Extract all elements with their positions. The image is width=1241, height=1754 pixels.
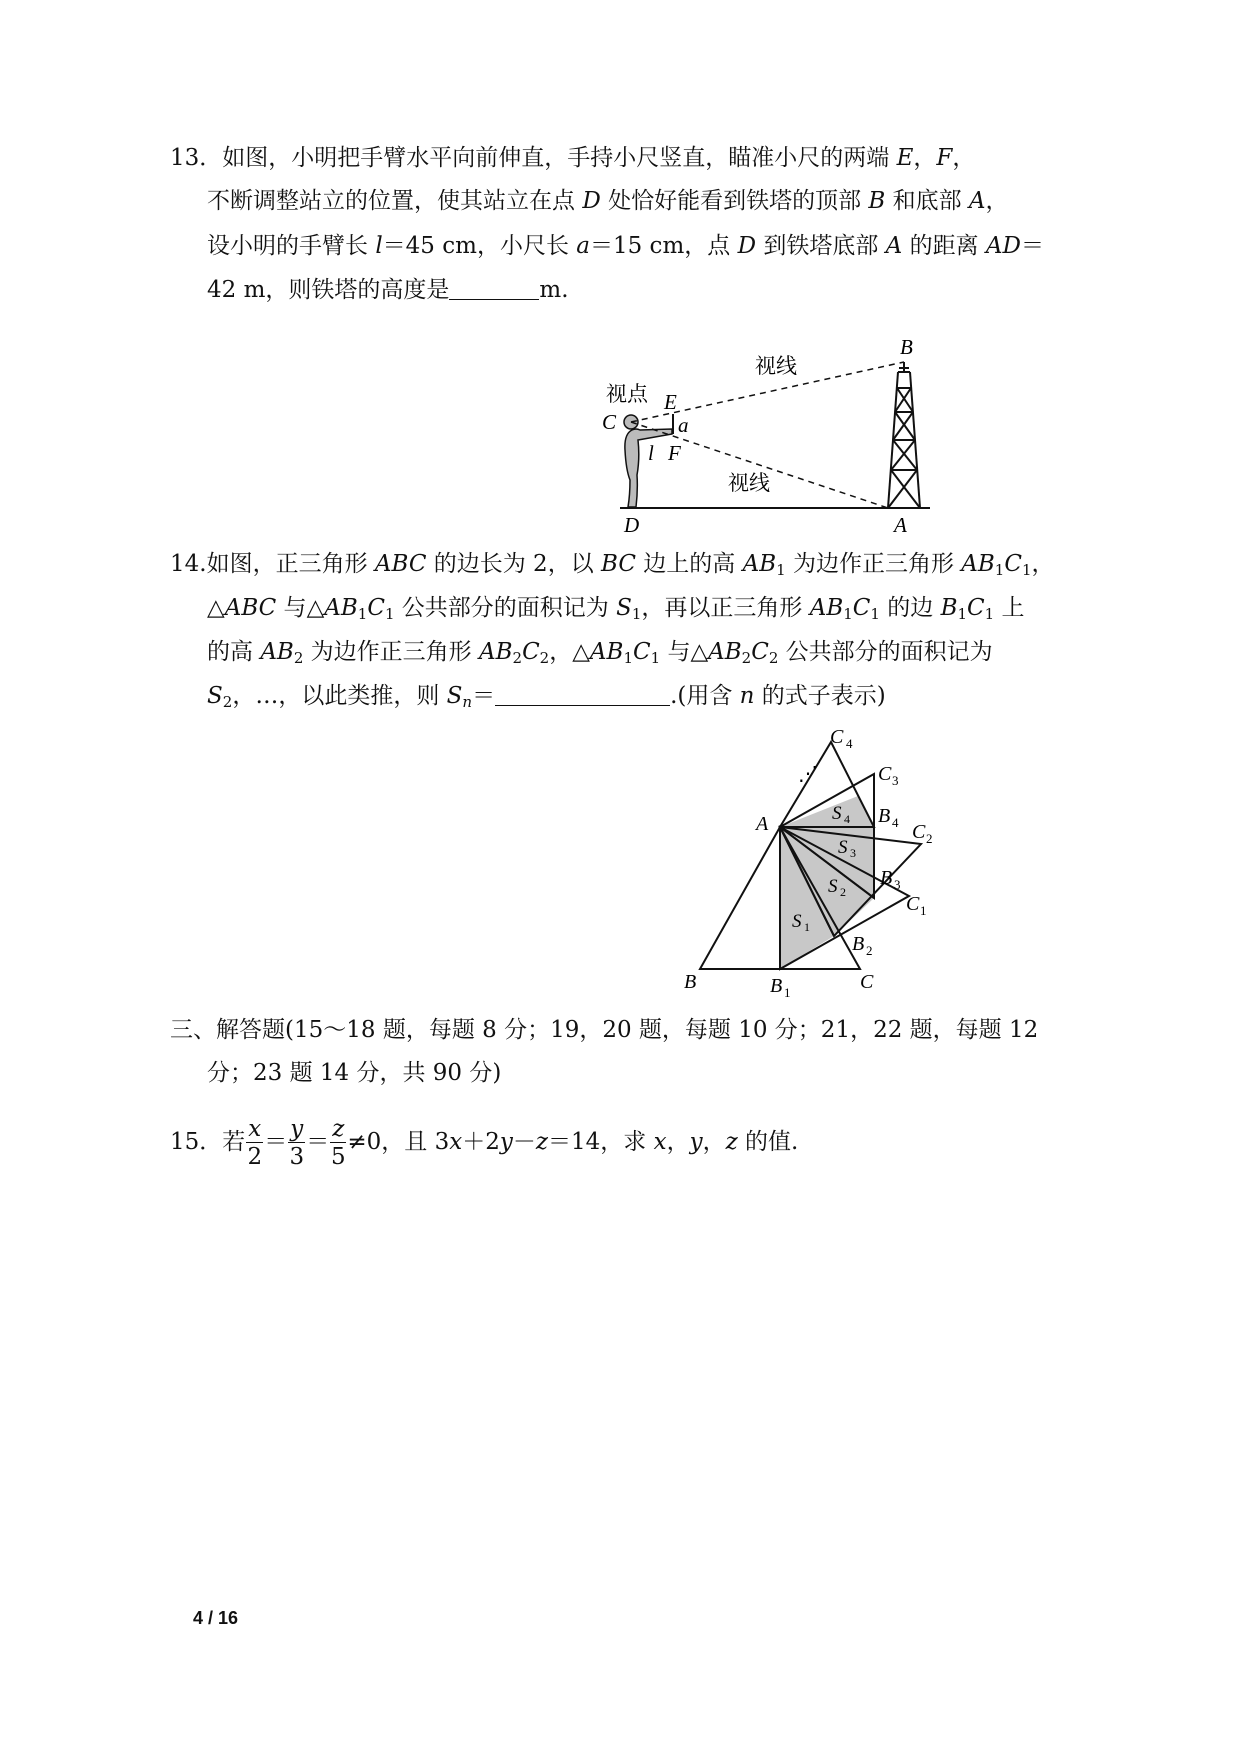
label-b: B — [684, 971, 697, 993]
text: ， — [702, 1129, 726, 1155]
denominator: 3 — [289, 1143, 305, 1170]
label-c3: C — [878, 763, 892, 785]
text: 不断调整站立的位置，使其站立在点 — [207, 188, 583, 214]
answer-blank[interactable] — [495, 683, 670, 706]
text: 的边 — [879, 595, 941, 621]
sub: 1 — [650, 649, 661, 667]
label-b3-sub: 3 — [894, 877, 901, 892]
text: 到铁塔底部 — [756, 233, 886, 259]
text: 公共部分的面积记为 — [778, 639, 993, 665]
label-b: B — [900, 335, 913, 359]
var-b: B — [868, 188, 886, 214]
var-ad: AD — [985, 233, 1021, 259]
var-e: E — [896, 145, 914, 171]
label-s1-sub: 1 — [804, 920, 810, 934]
sub: 1 — [357, 605, 368, 623]
figure-14 — [680, 722, 950, 1002]
label-a-small: a — [678, 413, 689, 437]
fraction-y-3 — [288, 1116, 305, 1171]
var: S — [616, 595, 632, 621]
answer-blank[interactable] — [449, 277, 539, 300]
sub: 2 — [768, 649, 779, 667]
text: 处恰好能看到铁塔的顶部 — [600, 188, 869, 214]
var: S — [207, 683, 223, 709]
text: 设小明的手臂长 — [207, 233, 376, 259]
label-c2-sub: 2 — [926, 831, 933, 846]
var: AB — [479, 639, 513, 665]
sub: 2 — [222, 693, 233, 711]
q13-line-2 — [207, 186, 1009, 216]
text: 42 m，则铁塔的高度是 — [207, 277, 450, 303]
sub: n — [462, 693, 473, 711]
label-b1-sub: 1 — [784, 985, 791, 1000]
text: 的边长为 2，以 — [426, 551, 602, 577]
fraction-x-2 — [246, 1116, 263, 1171]
text: 和底部 — [885, 188, 969, 214]
text: ， — [913, 145, 937, 171]
label-f: F — [668, 441, 681, 465]
text: 如图，小明把手臂水平向前伸直，手持小尺竖直，瞄准小尺的两端 — [222, 145, 897, 171]
var: BC — [601, 551, 636, 577]
var-f: F — [936, 145, 953, 171]
var: C — [367, 595, 385, 621]
text: 与 — [660, 639, 691, 665]
label-e: E — [664, 390, 677, 414]
var: AB — [708, 639, 742, 665]
label-a: A — [756, 813, 769, 835]
label-s4: S — [832, 803, 842, 824]
label-c: C — [602, 410, 617, 434]
label-c2: C — [912, 821, 926, 843]
text: 若 — [222, 1129, 246, 1155]
ellipsis-dots: ⋰ — [798, 763, 818, 785]
var: x — [449, 1129, 463, 1155]
label-b3: B — [880, 867, 893, 889]
sub: 2 — [741, 649, 752, 667]
numerator: x — [248, 1115, 262, 1142]
text: ＝14，求 — [548, 1129, 654, 1155]
text: 公共部分的面积记为 — [394, 595, 617, 621]
var: ABC — [374, 551, 427, 577]
triangle-symbol: △ — [572, 639, 590, 665]
label-s4-sub: 4 — [844, 812, 850, 826]
sub: 1 — [776, 561, 786, 579]
var: AB — [324, 595, 358, 621]
var: ABC — [224, 595, 277, 621]
text: ，再以正三角形 — [641, 595, 810, 621]
label-b4-sub: 4 — [892, 815, 899, 830]
text: 如图，正三角形 — [206, 551, 375, 577]
fraction-z-5 — [330, 1116, 346, 1171]
text: 的式子表示) — [754, 683, 886, 709]
label-c4-sub: 4 — [846, 736, 853, 751]
sub: 2 — [512, 649, 523, 667]
text: ≠0，且 3 — [347, 1129, 450, 1155]
sub: 2 — [293, 649, 304, 667]
text: m. — [539, 277, 569, 303]
text: ＝ — [472, 683, 496, 709]
label-b2: B — [852, 933, 865, 955]
q14-line-2 — [207, 593, 1025, 623]
var: AB — [260, 639, 294, 665]
label-viewpoint: 视点 — [606, 382, 648, 406]
sub: 1 — [870, 605, 880, 623]
text: ，…，以此类推，则 — [232, 683, 447, 709]
var: n — [739, 683, 755, 709]
text: ， — [985, 188, 1009, 214]
label-b4: B — [878, 805, 891, 827]
sub: 1 — [384, 605, 395, 623]
text: ， — [666, 1129, 690, 1155]
text: ＝15 cm，点 — [589, 233, 738, 259]
triangle-symbol: △ — [207, 595, 225, 621]
q15-number: 15． — [170, 1129, 223, 1155]
denominator: 2 — [247, 1143, 263, 1170]
text: 的距离 — [902, 233, 986, 259]
label-s2: S — [828, 876, 838, 897]
numerator: z — [332, 1115, 345, 1142]
text: ， — [1031, 551, 1055, 577]
tower-icon — [888, 362, 920, 508]
var: C — [1004, 551, 1022, 577]
var: AB — [742, 551, 777, 577]
q13-line-1 — [170, 143, 975, 173]
triangle-symbol: △ — [306, 595, 325, 621]
var: y — [499, 1129, 513, 1155]
sub: 1 — [957, 605, 968, 623]
text: 边上的高 — [635, 551, 743, 577]
text: 上 — [994, 595, 1025, 621]
label-sight-bottom: 视线 — [728, 471, 770, 495]
sub: 1 — [984, 605, 995, 623]
text: ＋2 — [462, 1129, 500, 1155]
var: z — [725, 1129, 738, 1155]
text: 为边作正三角形 — [785, 551, 962, 577]
sub: 1 — [1021, 561, 1032, 579]
var-l: l — [375, 233, 383, 259]
label-s1: S — [792, 911, 802, 932]
label-c4: C — [830, 726, 844, 748]
var: C — [967, 595, 985, 621]
var: S — [446, 683, 463, 709]
sub: 1 — [843, 605, 853, 623]
page-number: 4 / 16 — [193, 1608, 239, 1628]
label-c3-sub: 3 — [892, 773, 899, 788]
section-3-line-1: 三、解答题(15～18 题，每题 8 分；19，20 题，每题 10 分；21，22 题，每题 12 — [170, 1017, 1039, 1043]
q13-line-3 — [207, 231, 1044, 261]
label-a: A — [894, 513, 907, 537]
var-d: D — [582, 188, 601, 214]
text: 的值. — [737, 1129, 799, 1155]
q14-line-3 — [207, 637, 993, 667]
var: AB — [809, 595, 844, 621]
var: z — [535, 1129, 548, 1155]
var: C — [632, 639, 651, 665]
text: 为边作正三角形 — [303, 639, 479, 665]
numerator: y — [290, 1115, 304, 1142]
text: 与 — [276, 595, 307, 621]
label-c1: C — [906, 893, 920, 915]
var: C — [852, 595, 871, 621]
label-s2-sub: 2 — [840, 885, 846, 899]
text: ＝ — [1020, 233, 1044, 259]
text: ， — [952, 145, 976, 171]
sub: 1 — [623, 649, 633, 667]
var: y — [689, 1129, 703, 1155]
var: C — [751, 639, 769, 665]
text: － — [512, 1129, 536, 1155]
label-c1-sub: 1 — [920, 903, 927, 918]
q13-line-4 — [207, 275, 569, 305]
text: ＝ — [264, 1129, 288, 1155]
label-b1: B — [770, 975, 783, 997]
var: C — [522, 639, 540, 665]
q15-line — [170, 1112, 798, 1172]
var-a: A — [968, 188, 986, 214]
figure-13 — [590, 330, 950, 540]
triangle-symbol: △ — [690, 639, 709, 665]
label-b2-sub: 2 — [866, 943, 873, 958]
label-c: C — [860, 971, 874, 993]
label-l: l — [648, 441, 654, 465]
var: x — [653, 1129, 667, 1155]
sub: 1 — [994, 561, 1005, 579]
var: AB — [961, 551, 995, 577]
section-3-line-2: 分；23 题 14 分，共 90 分) — [207, 1060, 502, 1086]
label-d: D — [624, 513, 640, 537]
var: B — [940, 595, 958, 621]
label-s3: S — [838, 837, 848, 858]
var: AB — [589, 639, 624, 665]
text: .(用含 — [670, 683, 740, 709]
sub: 1 — [631, 605, 642, 623]
text: ＝ — [306, 1129, 330, 1155]
var-a: A — [885, 233, 903, 259]
q14-number: 14. — [170, 551, 207, 577]
q13-number: 13． — [170, 145, 223, 171]
denominator: 5 — [331, 1143, 346, 1170]
q14-line-1 — [170, 549, 1054, 579]
text: ， — [549, 639, 573, 665]
var-d: D — [737, 233, 757, 259]
var-a-small: a — [576, 233, 590, 259]
label-sight-top: 视线 — [755, 354, 797, 378]
text: ＝45 cm，小尺长 — [382, 233, 577, 259]
q14-line-4 — [207, 681, 886, 711]
sub: 2 — [539, 649, 550, 667]
text: 的高 — [207, 639, 261, 665]
label-s3-sub: 3 — [850, 846, 856, 860]
